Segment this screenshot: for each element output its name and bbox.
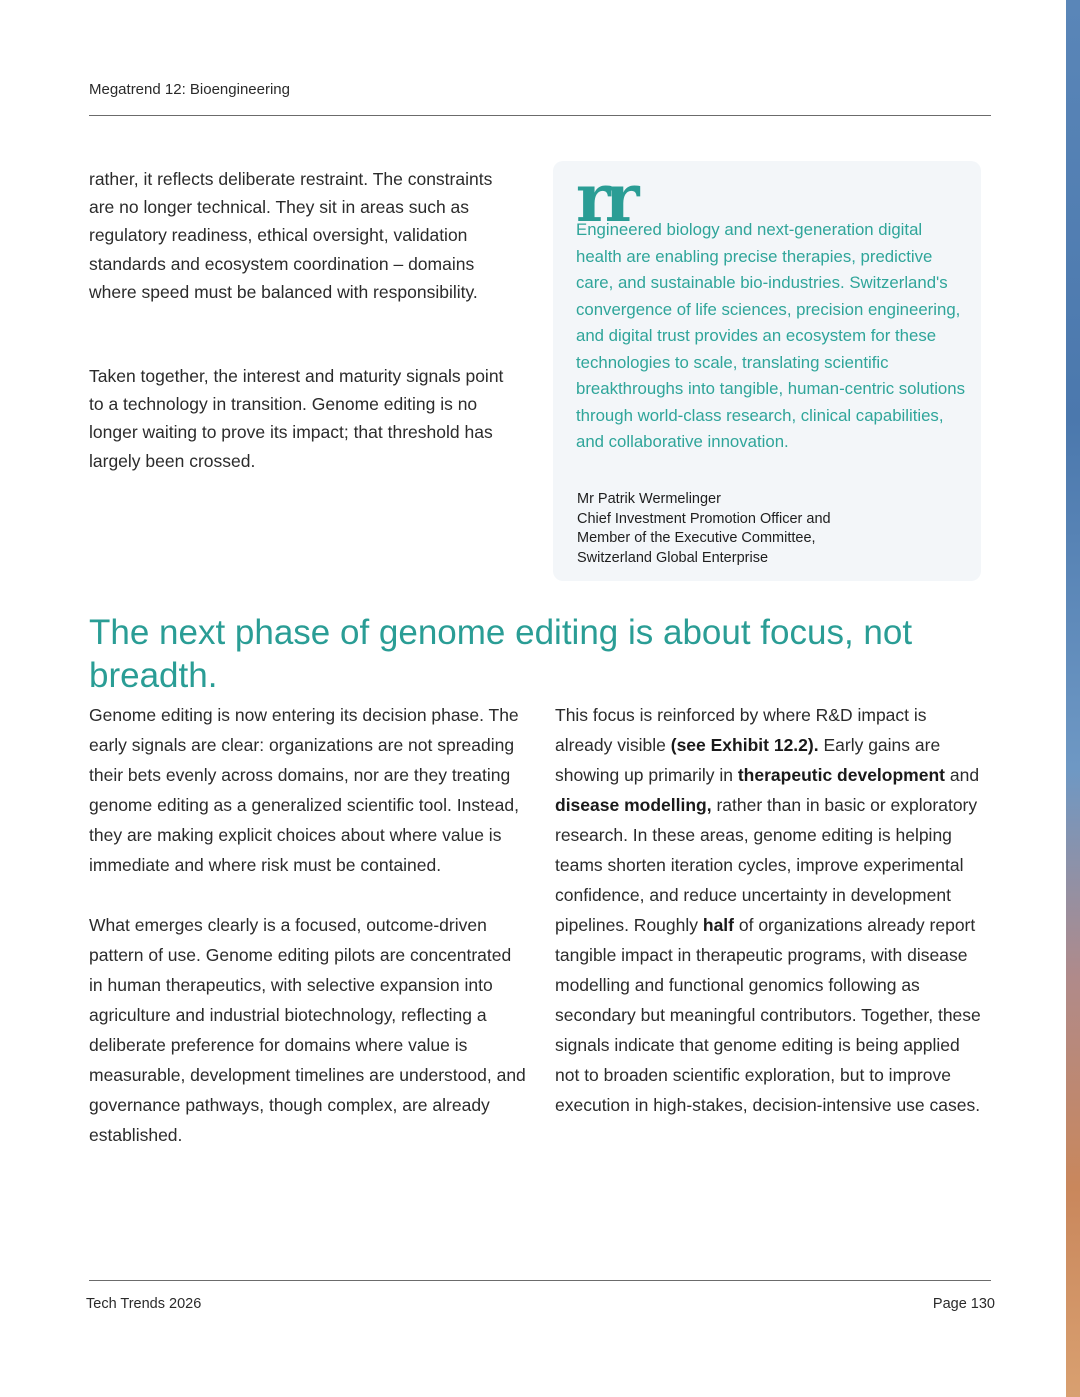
left-column [89, 700, 529, 1150]
right-text-2: Early gains are showing up primarily in [555, 735, 941, 785]
left-paragraph-1: Genome editing is now entering its decision phase. The early signals are clear: organizations are not spreading their bets evenly across domains, nor are they treating genome editing as a generalized scientific tool. Instead, they are making explicit choices about where value is immediate and where risk must be contained. [89, 705, 519, 875]
emphasis-therapeutic-development: therapeutic development [737, 765, 945, 785]
author-organization: Switzerland Global Enterprise [577, 549, 769, 566]
intro-paragraph-2: Taken together, the interest and maturity signals point to a technology in transition. Genome editing is no longer waiting to prove its impact; that threshold has largely been crossed. [89, 366, 504, 471]
exhibit-reference: (see Exhibit 12.2). [670, 735, 819, 755]
page-edge-strip [1066, 0, 1080, 1397]
right-text-3: and [945, 765, 980, 785]
quote-mark-icon: rr [576, 159, 634, 237]
emphasis-disease-modelling: disease modelling, [555, 795, 712, 815]
quote-attribution [577, 490, 967, 568]
intro-paragraph-1: rather, it reflects deliberate restraint. The constraints are no longer technical. They sit in areas such as regulatory readiness, ethical oversight, validation standards and ecosystem coordination – domains where speed must be balanced with responsibility. [89, 169, 493, 302]
footer-divider [89, 1280, 991, 1281]
author-title-line-1: Chief Investment Promotion Officer and [577, 510, 831, 527]
emphasis-half: half [702, 915, 734, 935]
right-text-1: This focus is reinforced by where R&D impact is already visible [555, 705, 927, 755]
quote-text: Engineered biology and next-generation digital health are enabling precise therapies, predictive care, and sustainable bio-industries. Switzerland's convergence of life sciences, precision engineering, and digital trust provides an ecosystem for these technologies to scale, translating scientific breakthroughs into tangible, human-centric solutions through world-class research, clinical capabilities, and collaborative innovation. [576, 220, 965, 451]
right-text-5: of organizations already report tangible impact in therapeutic programs, with disease modelling and functional genomics following as secondary but meaningful contributors. Together, these signals indicate that genome editing is being applied not to broaden scientific exploration, but to improve execution in high-stakes, decision-intensive use cases. [555, 915, 981, 1115]
author-name: Mr Patrik Wermelinger [577, 491, 721, 507]
right-text-4: rather than in basic or exploratory research. In these areas, genome editing is helping teams shorten iteration cycles, improve experimental confidence, and reduce uncertainty in development pipelines. Roughly [555, 795, 978, 935]
right-column [555, 700, 987, 1120]
author-title-line-2: Member of the Executive Committee, [577, 530, 816, 546]
section-heading: The next phase of genome editing is about focus, not breadth. [89, 613, 913, 695]
running-header: Megatrend 12: Bioengineering [89, 81, 290, 98]
footer-publication: Tech Trends 2026 [86, 1296, 202, 1312]
footer-page-number: Page 130 [932, 1296, 995, 1312]
header-divider [89, 115, 991, 116]
left-paragraph-2: What emerges clearly is a focused, outcome-driven pattern of use. Genome editing pilots are concentrated in human therapeutics, with selective expansion into agriculture and industrial biotechnology, reflecting a deliberate preference for domains where value is measurable, development timelines are understood, and governance pathways, though complex, are already established. [89, 915, 526, 1145]
